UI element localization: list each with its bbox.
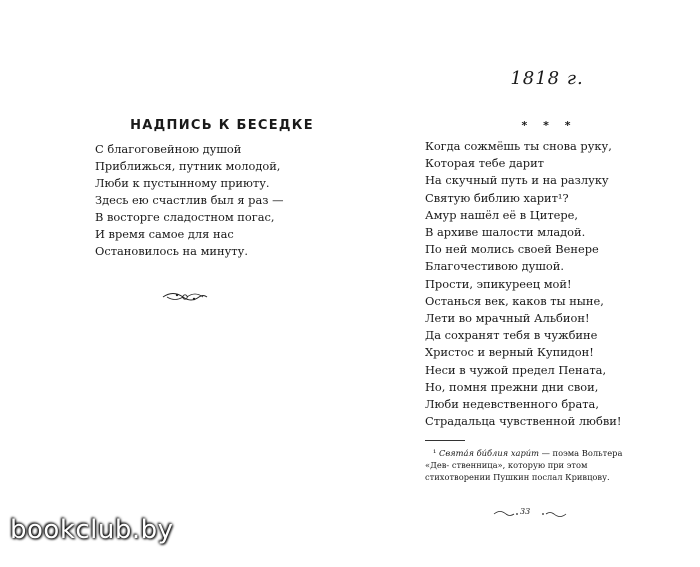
poem-line: По ней молись своей Венере	[425, 242, 599, 257]
poem-line: Приближься, путник молодой,	[95, 159, 281, 173]
ornament-vignette-icon	[161, 288, 209, 306]
poem-line: Останься век, каков ты ныне,	[425, 293, 604, 308]
poem-line: Здесь ею счастлив был я раз —	[95, 193, 284, 207]
poem-lines	[95, 141, 335, 260]
footnote-marker: ¹	[433, 448, 437, 459]
poem-line: Христос и верный Купидон!	[425, 345, 594, 360]
poem-line: Благочестивою душой.	[425, 259, 564, 274]
poem-line: Страдальца чувственной любви!	[425, 414, 622, 429]
poem-line: Лети во мрачный Альбион!	[425, 311, 590, 326]
left-page	[95, 118, 335, 260]
poem-line: В архиве шалости младой.	[425, 225, 586, 240]
page-number: 33	[520, 507, 531, 516]
poem-line: Амур нашёл её в Цитере,	[425, 207, 579, 222]
poem-line: Когда сожмёшь ты снова руку,	[425, 139, 612, 153]
footnote-text-rest: ственница», которую при этом стихотворении Пушкин послал Кривцову.	[425, 460, 610, 483]
poem-line: В восторге сладостном погас,	[95, 210, 275, 224]
poem-line: И время самое для нас	[95, 227, 234, 241]
footnote	[425, 447, 647, 483]
right-page	[425, 68, 655, 516]
poem-line: Но, помня прежни дни свои,	[425, 379, 599, 394]
poem-line: На скучный путь и на разлуку	[425, 173, 609, 188]
asterism: * * *	[521, 119, 577, 132]
footnote-text: — поэма Вольтера «Дев-	[425, 448, 623, 471]
watermark-logo: bookclub.by	[10, 515, 174, 545]
poem-line: Да сохранят тебя в чужбине	[425, 328, 598, 343]
poem-line: Которая тебе дарит	[425, 156, 544, 171]
section-year: 1818 г.	[510, 68, 584, 89]
poem-lines	[425, 138, 655, 430]
poem-line: Прости, эпикуреец мой!	[425, 276, 572, 291]
poem-line: С благоговейною душой	[95, 142, 242, 156]
poem-line: Неси в чужой предел Пената,	[425, 362, 607, 377]
poem-line: Люби к пустынному приюту.	[95, 176, 270, 190]
poem-line: Святую библию харит¹?	[425, 190, 569, 205]
footnote-term: Свята́я би́блия хари́т	[438, 448, 539, 459]
page-number-block	[490, 508, 570, 520]
poem-line: Остановилось на минуту.	[95, 244, 248, 258]
footnote-divider	[425, 440, 465, 441]
poem-title: НАДПИСЬ К БЕСЕДКЕ	[130, 118, 314, 133]
poem-line: Люби недевственного брата,	[425, 397, 599, 412]
